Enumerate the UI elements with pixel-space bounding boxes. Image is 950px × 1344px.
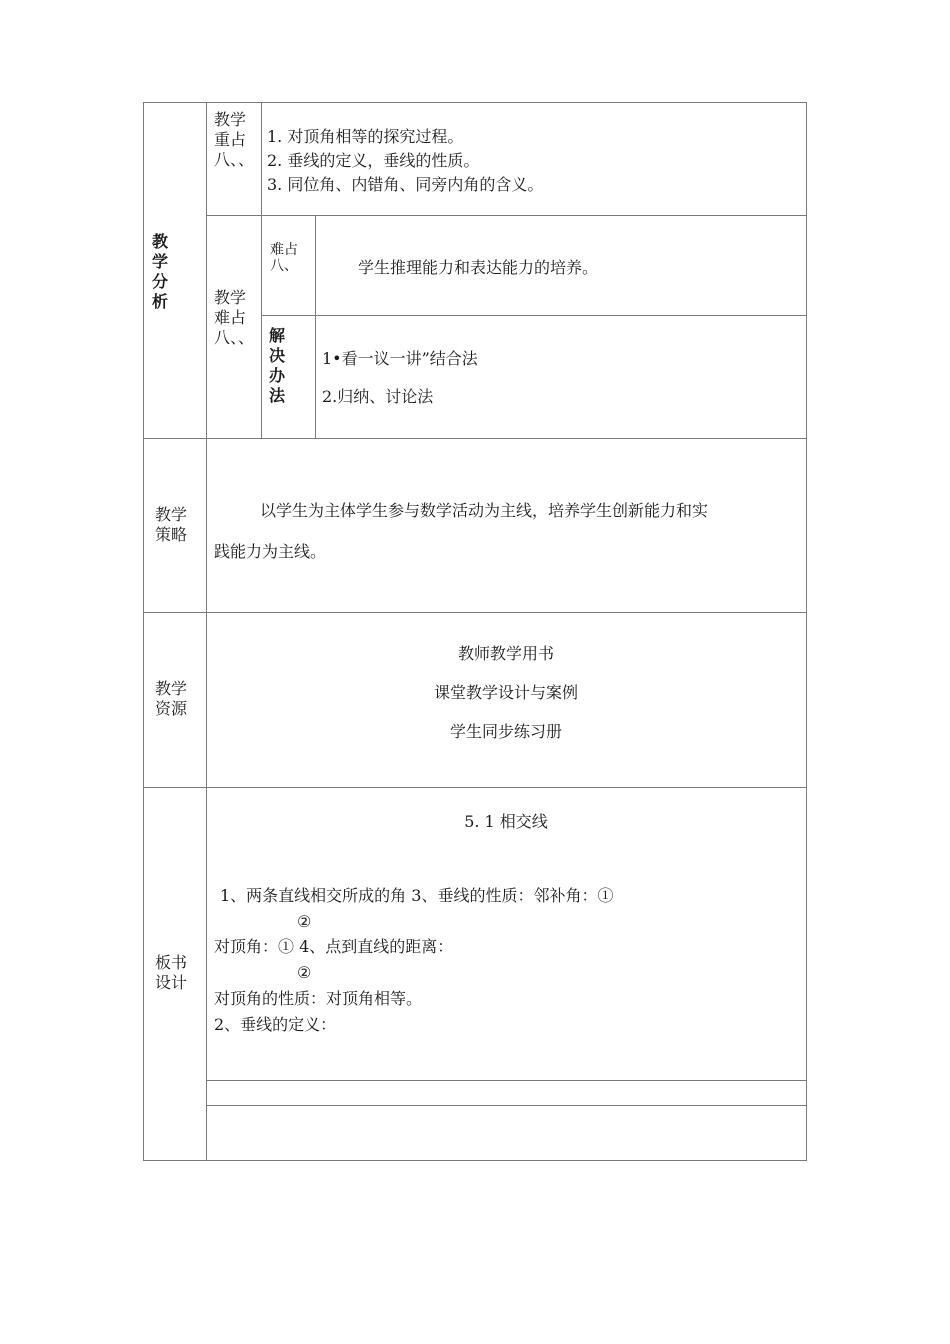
difficulty-sublabel: 难占八、	[270, 242, 298, 274]
board-row-divider-1	[206, 1080, 807, 1081]
resource-item: 课堂教学设计与案例	[433, 683, 578, 702]
board-line: 2、垂线的定义：	[214, 1015, 337, 1034]
row-divider-difficulty	[261, 315, 807, 316]
key-point-item: 3. 同位角、内错角、同旁内角的含义。	[267, 175, 544, 194]
board-row-divider-2	[206, 1105, 807, 1106]
solution-item: 2.归纳、讨论法	[322, 387, 434, 406]
difficulty-text: 学生推理能力和表达能力的培养。	[358, 258, 599, 277]
row-divider-keypoints	[206, 215, 807, 216]
strategy-text-line1: 以学生为主体学生参与数学活动为主线，培养学生创新能力和实	[260, 501, 709, 520]
key-point-item: 1. 对顶角相等的探究过程。	[267, 127, 464, 146]
board-label: 板书设计	[155, 953, 188, 992]
border-bottom	[143, 1160, 807, 1161]
row-divider-analysis	[143, 438, 807, 439]
key-points-label: 教学重占八、、	[214, 110, 255, 169]
resource-item: 学生同步练习册	[449, 722, 562, 741]
board-line: 1、两条直线相交所成的角 3、垂线的性质：邻补角：①	[220, 886, 614, 905]
board-title: 5. 1 相交线	[464, 812, 548, 831]
resources-label: 教学资源	[155, 679, 188, 718]
board-line: 对顶角：① 4、点到直线的距离：	[214, 937, 454, 956]
label-column-divider	[206, 102, 207, 1161]
strategy-text-line2: 践能力为主线。	[214, 542, 327, 561]
row-divider-resources	[143, 787, 807, 788]
board-line: ②	[297, 963, 312, 982]
sublabel-column-divider	[261, 102, 262, 438]
solution-sublabel: 解决办法	[268, 326, 285, 405]
solution-item: 1•看一议一讲”结合法	[322, 349, 478, 368]
border-right	[806, 102, 807, 1161]
key-point-item: 2. 垂线的定义，垂线的性质。	[267, 151, 480, 170]
strategy-label: 教学策略	[155, 505, 188, 544]
board-line: 对顶角的性质：对顶角相等。	[214, 989, 423, 1008]
analysis-section-label: 教学分析	[151, 232, 168, 311]
row-divider-strategy	[143, 612, 807, 613]
board-line: ②	[297, 912, 312, 931]
difficulties-label: 教学难占八、、	[214, 288, 255, 347]
difficulty-column-divider	[315, 215, 316, 438]
resource-item: 教师教学用书	[457, 644, 554, 663]
border-left	[143, 102, 144, 1161]
border-top	[143, 102, 807, 103]
